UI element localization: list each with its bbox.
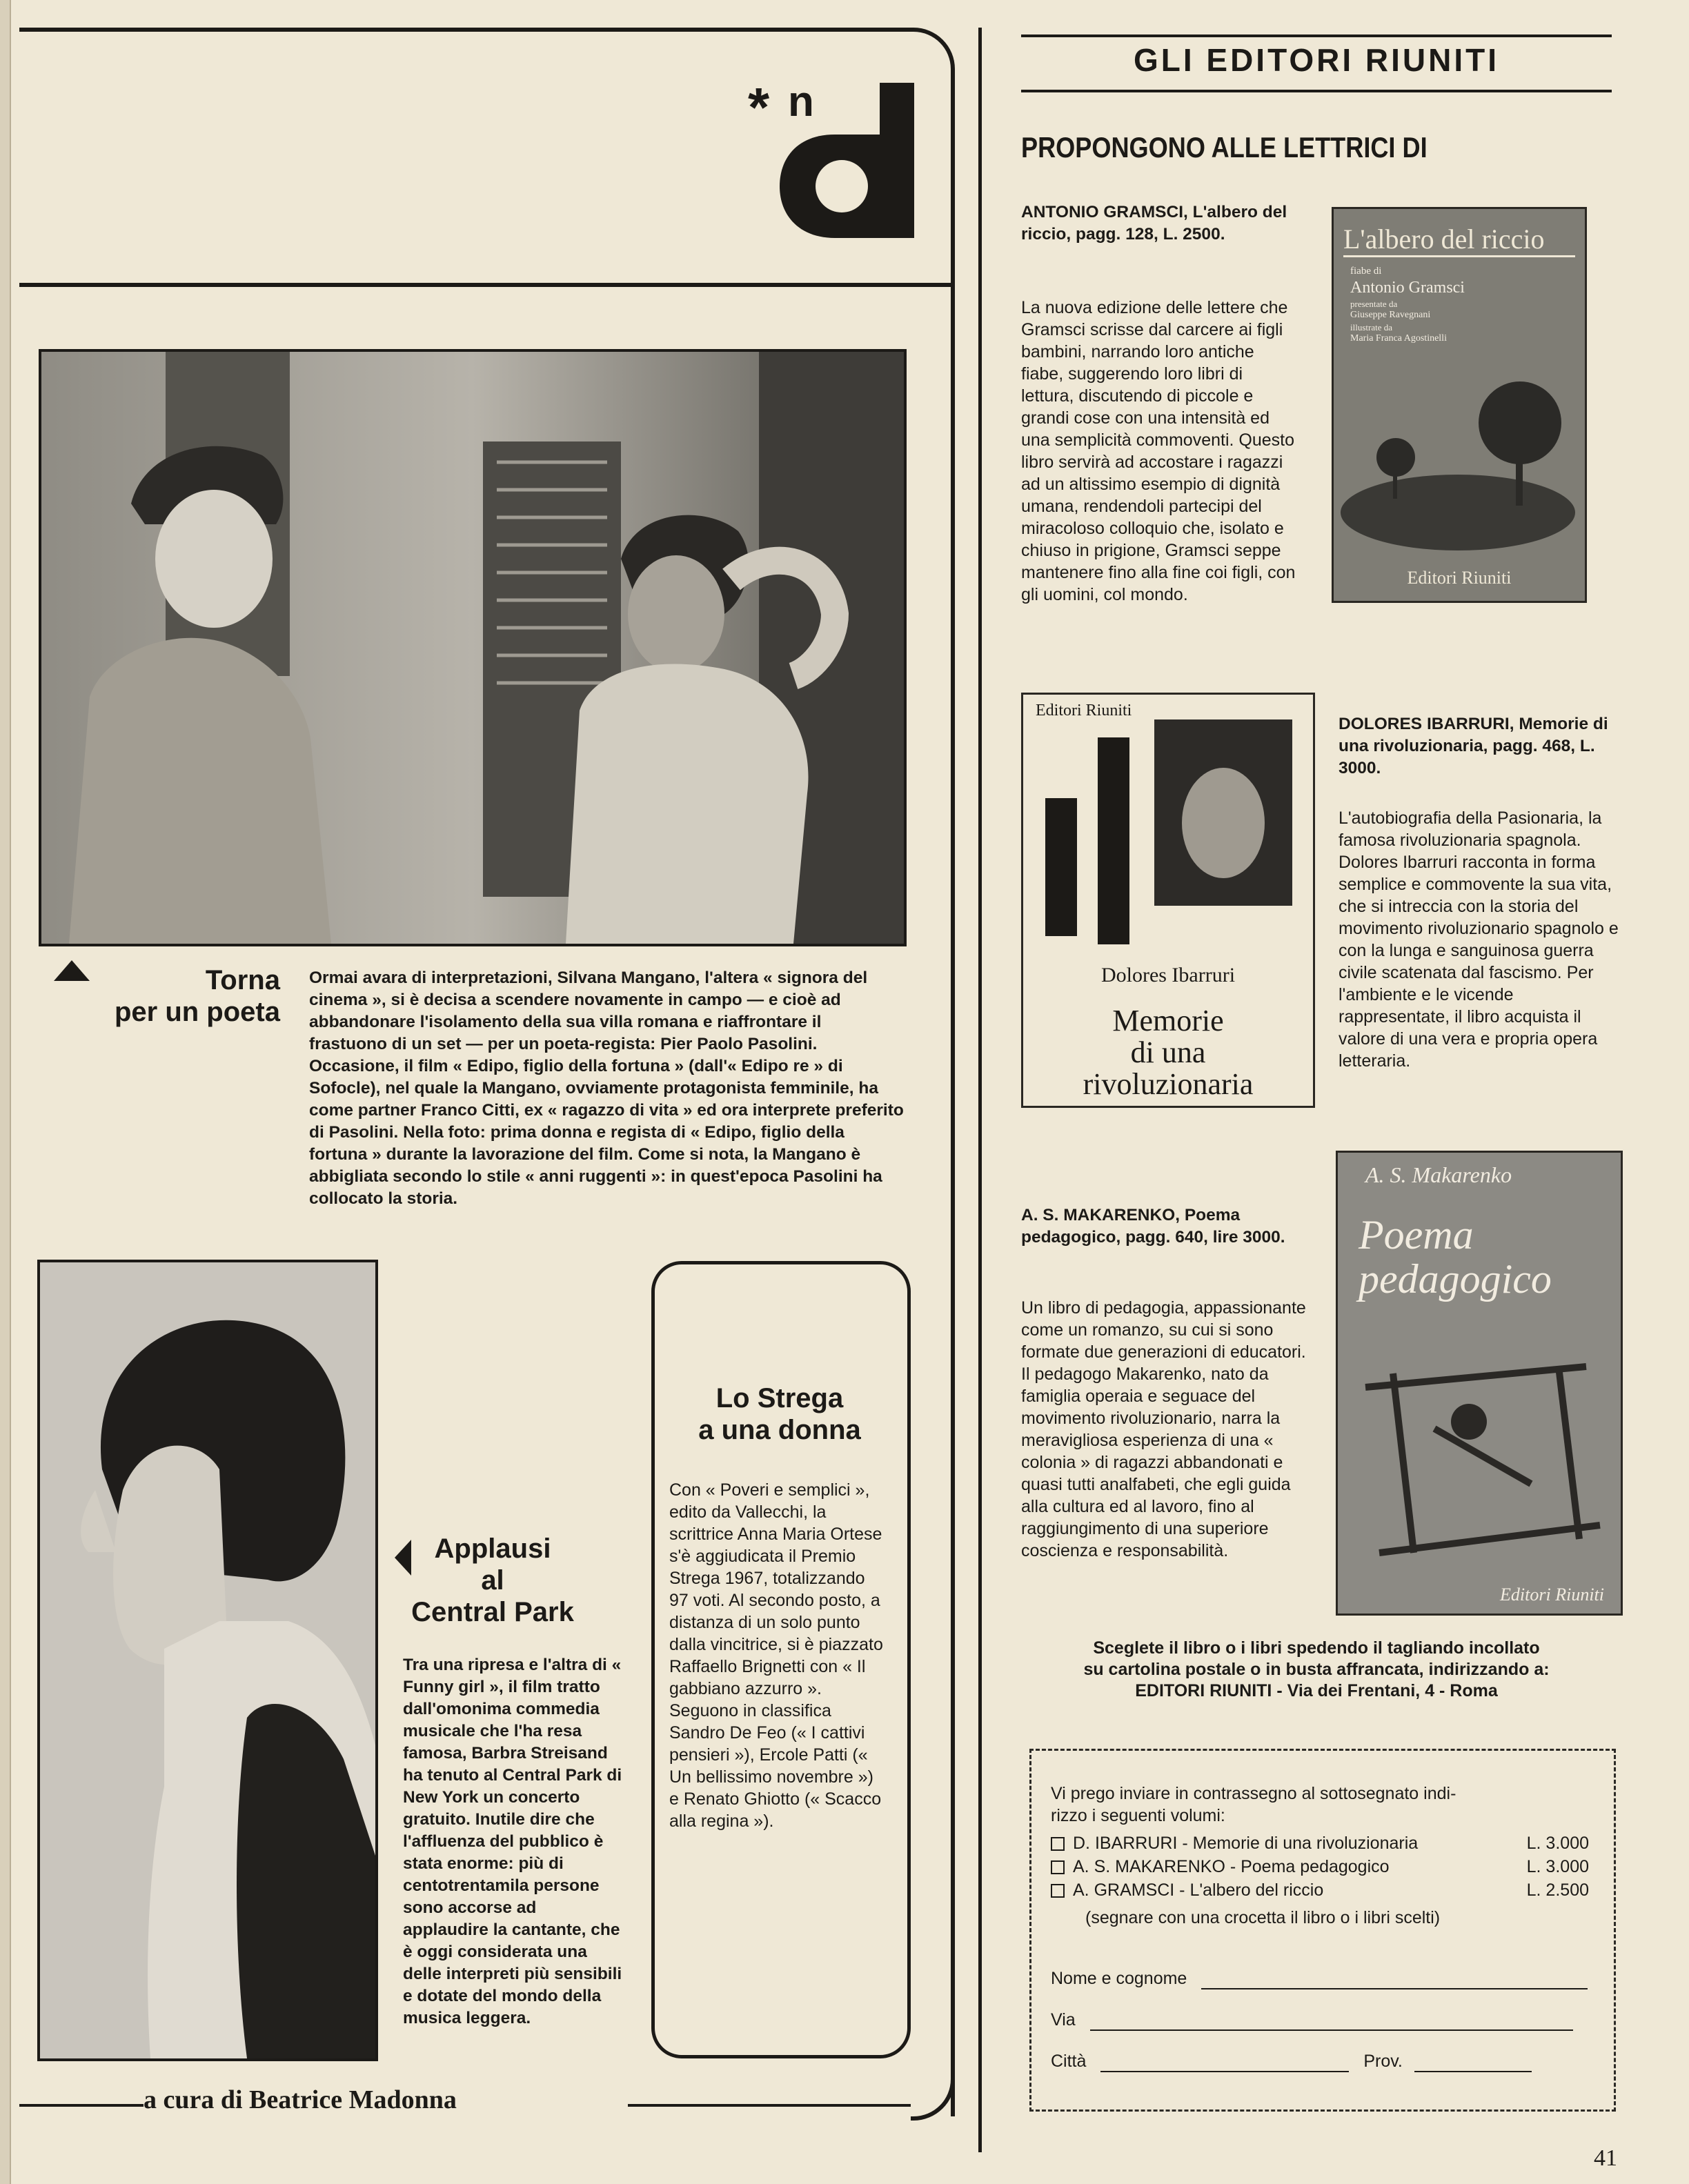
book1-cover-publisher: Editori Riuniti bbox=[1407, 568, 1512, 588]
book3-cover-illustration-icon bbox=[1352, 1346, 1607, 1567]
story3-headline-line1: Lo Strega bbox=[715, 1383, 844, 1413]
field-prov-label: Prov. bbox=[1363, 2052, 1403, 2071]
book2-cover-title bbox=[1023, 1005, 1313, 1100]
coupon-item-label: A. GRAMSCI - L'albero del riccio bbox=[1073, 1880, 1324, 1900]
coupon-item-label: A. S. MAKARENKO - Poema pedagogico bbox=[1073, 1857, 1390, 1876]
coupon-field-name[interactable] bbox=[1051, 1967, 1589, 1989]
book3-cover-title-line1: Poema bbox=[1359, 1212, 1474, 1258]
book1-cover-small2: presentate da bbox=[1350, 299, 1398, 309]
story2-headline bbox=[403, 1533, 582, 1628]
order-instructions-line1: Sceglete il libro o i libri spedendo il tagliando incollato bbox=[1093, 1638, 1540, 1658]
book3-cover-title bbox=[1359, 1213, 1621, 1301]
story3-body: Con « Poveri e semplici », edito da Vallecchi, la scrittrice Anna Maria Ortese s'è aggiudicata il Premio Strega 1967, totalizzando 97 voti. Al secondo posto, a distanza di un solo punto dalla vincitrice, si è piazzato Raffaello Brignetti con « Il gabbiano azzurro ». Seguono in classifica Sandro De Feo (« I cattivi pensieri »), Ercole Patti (« Un bellissimo novembre ») e Renato Ghiotto (« Scacco alla regina »). bbox=[669, 1480, 883, 1831]
story1-body: Ormai avara di interpretazioni, Silvana Mangano, l'altera « signora del cinema », si è decisa a scendere novamente in campo — e cioè ad abbandonare l'isolamento della sua villa romana e riaffrontare il frastuono di un set — per un poeta-regista: Pier Paolo Pasolini. Occasione, il film « Edipo, figlio della fortuna » (dall'« Edipo re » di Sofocle), nel quale la Mangano, ovviamente protagonista femminile, ha come partner Franco Citti, ex « ragazzo di vita » ed ora interprete preferito di Pasolini. Nella foto: prima donna e regista di « Edipo, figlio della fortuna » durante la lavorazione del film. Come si nota, la Mangano è abbigliata secondo lo stile « anni ruggenti »: in quest'epoca Pasolini ha collocato la storia. bbox=[309, 969, 904, 1208]
book2-cover bbox=[1021, 693, 1315, 1108]
street-input-line[interactable] bbox=[1090, 2029, 1573, 2031]
book3-cover-author: A. S. Makarenko bbox=[1365, 1162, 1512, 1187]
coupon-note: (segnare con una crocetta il libro o i libri scelti) bbox=[1085, 1908, 1441, 1927]
nd-logo bbox=[738, 62, 925, 248]
book1-cover-small3: illustrate da bbox=[1350, 322, 1393, 332]
logo-asterisk: * bbox=[748, 77, 770, 138]
book2-cover-title-line2: di una bbox=[1130, 1035, 1206, 1069]
book2-cover-publisher: Editori Riuniti bbox=[1036, 702, 1132, 719]
story1-headline-line2: per un poeta bbox=[114, 997, 280, 1027]
book2-cover-portrait-icon bbox=[1154, 719, 1292, 906]
publisher-header: GLI EDITORI RIUNITI bbox=[1133, 42, 1500, 78]
book3-cover bbox=[1336, 1151, 1623, 1616]
order-instructions bbox=[1021, 1638, 1612, 1702]
field-street-label: Via bbox=[1051, 2010, 1076, 2029]
coupon-item-price: L. 2.500 bbox=[1526, 1880, 1589, 1900]
column-divider bbox=[978, 28, 982, 2152]
book1-cover-presenter: Giuseppe Ravegnani bbox=[1350, 310, 1431, 320]
book2-title-line: DOLORES IBARRURI, Memorie di una rivoluzionaria, pagg. 468, L. 3000. bbox=[1339, 715, 1608, 777]
field-name-label: Nome e cognome bbox=[1051, 1969, 1187, 1988]
book1-cover-author: Antonio Gramsci bbox=[1350, 279, 1465, 297]
field-city-label: Città bbox=[1051, 2052, 1087, 2071]
story2-headline-line3: Central Park bbox=[411, 1597, 574, 1627]
hedgehog-tree-illustration-icon bbox=[1334, 375, 1585, 554]
checkbox-makarenko[interactable] bbox=[1051, 1860, 1065, 1874]
book3-description: Un libro di pedagogia, appassionante come un romanzo, su cui si sono formate due generazioni di educatori. Il pedagogo Makarenko, nato da famiglia operaia e seguace del movimento rivoluzionario, narra la meravigliosa esperienza di una « colonia » di ragazzi abbandonati e quasi tutti analfabeti, che egli guida alla cultura ed al lavoro, fino al raggiungimento di una superiore coscienza e responsabilità. bbox=[1021, 1298, 1306, 1560]
coupon-item-label: D. IBARRURI - Memorie di una rivoluzionaria bbox=[1073, 1834, 1419, 1853]
name-input-line[interactable] bbox=[1201, 1988, 1588, 1989]
photo-barbra-streisand bbox=[37, 1260, 378, 2061]
book2-cover-title-line3: rivoluzionaria bbox=[1083, 1067, 1254, 1101]
photo-illustration-streisand bbox=[40, 1262, 375, 2058]
book1-cover-illustrator: Maria Franca Agostinelli bbox=[1350, 333, 1447, 344]
order-instructions-line2: su cartolina postale o in busta affrancata, indirizzando a: bbox=[1083, 1660, 1550, 1679]
book2-cover-bar2 bbox=[1098, 737, 1129, 944]
book3-cover-publisher: Editori Riuniti bbox=[1500, 1585, 1604, 1605]
photo-mangano-pasolini bbox=[39, 349, 907, 946]
checkbox-gramsci[interactable] bbox=[1051, 1884, 1065, 1898]
coupon-item-gramsci[interactable] bbox=[1051, 1879, 1589, 1901]
story2-body: Tra una ripresa e l'altra di « Funny girl », il film tratto dall'omonima commedia musicale che l'ha resa famosa, Barbra Streisand ha tenuto al Central Park di New York un concerto gratuito. Inutile dire che l'affluenza del pubblico è stata enorme: più di centotrentamila persone sono accorse ad applaudire la cantante, che è oggi considerata una delle interpreti più sensibili e dotate del mondo della musica leggera. bbox=[403, 1656, 622, 2027]
order-address: EDITORI RIUNITI - Via dei Frentani, 4 - Roma bbox=[1135, 1681, 1498, 1700]
book2-cover-author: Dolores Ibarruri bbox=[1100, 964, 1236, 986]
coupon-item-price: L. 3.000 bbox=[1526, 1834, 1589, 1853]
coupon-field-street[interactable] bbox=[1051, 2009, 1589, 2031]
story1-headline bbox=[69, 964, 280, 1028]
credit-line: a cura di Beatrice Madonna bbox=[144, 2085, 457, 2114]
story2-headline-line2: al bbox=[481, 1565, 504, 1596]
order-coupon bbox=[1029, 1749, 1616, 2112]
credit-rule-left bbox=[19, 2104, 144, 2107]
coupon-item-makarenko[interactable] bbox=[1051, 1856, 1589, 1878]
story3-headline bbox=[662, 1382, 897, 1446]
prov-input-line[interactable] bbox=[1414, 2071, 1532, 2072]
credit-rule-right bbox=[628, 2104, 911, 2107]
book2-cover-title-line1: Memorie bbox=[1112, 1004, 1224, 1038]
photo-illustration bbox=[41, 352, 904, 944]
logo-rule bbox=[19, 283, 951, 287]
coupon-intro-line2: rizzo i seguenti volumi: bbox=[1051, 1806, 1225, 1825]
coupon-intro-line1: Vi prego inviare in contrassegno al sottosegnato indi- bbox=[1051, 1784, 1456, 1803]
story1-headline-line1: Torna bbox=[205, 965, 280, 995]
book3-cover-title-line2: pedagogico bbox=[1359, 1256, 1552, 1302]
story2-headline-line1: Applausi bbox=[434, 1533, 551, 1564]
book2-cover-bar1 bbox=[1045, 798, 1077, 936]
coupon-item-price: L. 3.000 bbox=[1526, 1857, 1589, 1876]
page-binding-edge bbox=[0, 0, 11, 2184]
publisher-subheader: PROPONGONO ALLE LETTRICI DI bbox=[1021, 131, 1428, 163]
coupon-field-city[interactable] bbox=[1051, 2050, 1589, 2072]
page-number: 41 bbox=[1594, 2145, 1617, 2171]
story3-headline-line2: a una donna bbox=[698, 1415, 861, 1445]
book1-cover-title: L'albero del riccio bbox=[1343, 223, 1575, 257]
city-input-line[interactable] bbox=[1100, 2071, 1349, 2072]
checkbox-ibarruri[interactable] bbox=[1051, 1837, 1065, 1851]
book1-cover bbox=[1332, 207, 1587, 603]
header-rule-top bbox=[1021, 34, 1612, 37]
book3-title-line: A. S. MAKARENKO, Poema pedagogico, pagg. 640, lire 3000. bbox=[1021, 1206, 1285, 1247]
book1-description: La nuova edizione delle lettere che Gramsci scrisse dal carcere ai figli bambini, narrando loro antiche fiabe, suggerendo loro libri di lettura, discutendo di piccole e grandi cose con una intensità ed una semplicità commoventi. Questo libro servirà ad accostare i ragazzi ad un altissimo esempio di dignità umana, rendendoli partecipi del miracoloso colloquio che, isolato e chiuso in prigione, Gramsci seppe mantenere fino alla fine coi figli, con gli uomini, col mondo. bbox=[1021, 298, 1296, 604]
book1-title-line: ANTONIO GRAMSCI, L'albero del riccio, pagg. 128, L. 2500. bbox=[1021, 203, 1287, 244]
header-rule-bottom bbox=[1021, 90, 1612, 92]
book1-cover-small1: fiabe di bbox=[1350, 266, 1382, 277]
coupon-item-ibarruri[interactable] bbox=[1051, 1832, 1589, 1854]
svg-text:n: n bbox=[788, 78, 814, 126]
book2-description: L'autobiografia della Pasionaria, la famosa rivoluzionaria spagnola. Dolores Ibarruri racconta in forma semplice e commovente la sua vita, che si intreccia con la storia del movimento rivoluzionario spagnolo e con la lunga e sanguinosa guerra civile scatenata dal fascismo. Per l'ambiente e le vicende rappresentate, il libro acquista il valore di una vera e propria opera letteraria. bbox=[1339, 808, 1619, 1071]
